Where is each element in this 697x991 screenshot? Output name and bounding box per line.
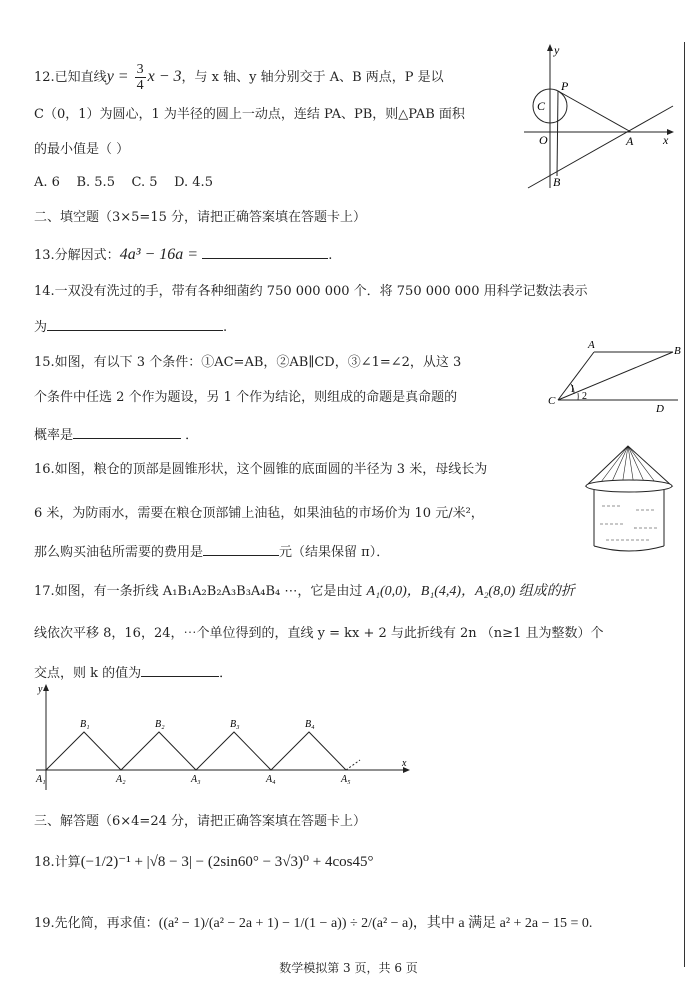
q17-line3: 交点，则 k 的值为 ． (34, 662, 232, 684)
q17-fig-label: B₂ (155, 719, 165, 730)
q15-fig-label: 2 (582, 391, 587, 402)
q17-line1: 17.如图，有一条折线 A₁B₁A₂B₂A₃B₃A₄B₄ ⋯，它是由过 A₁(0,0)，B₁(4,4)，A₂(8,0) 组成的折 (34, 584, 575, 599)
q17-fig-label: A₅ (341, 774, 351, 785)
q18: 18.计算(−1/2)⁻¹ + |√8 − 3| − (2sin60° − 3√3)⁰ + 4cos45° (34, 854, 374, 870)
q17-fig-label: A₃ (191, 774, 201, 785)
q12-option-c: C. 5 (131, 175, 158, 190)
q14-line1: 14.一双没有洗过的手，带有各种细菌约 750 000 000 个．将 750 000 000 用科学记数法表示 (34, 284, 588, 299)
q15-line1: 15.如图，有以下 3 个条件：①AC=AB，②AB∥CD，③∠1=∠2，从这 3 (34, 355, 462, 370)
q16-line1: 16.如图，粮仓的顶部是圆锥形状，这个圆锥的底面圆的半径为 3 米，母线长为 (34, 462, 488, 477)
q17-line2: 线依次平移 8，16，24，⋯个单位得到的，直线 y = kx + 2 与此折线有 2n （n≥1 且为整数）个 (34, 626, 604, 641)
q12-line2: C（0，1）为圆心，1 为半径的圆上一动点，连结 PA、PB，则△PAB 面积 (34, 107, 465, 122)
page-border-line (684, 42, 685, 967)
q16-line3: 那么购买油毡所需要的费用是 元（结果保留 π）． (34, 541, 389, 563)
q12-fig-label: P (561, 79, 569, 93)
q12-option-b: B. 5.5 (76, 175, 115, 190)
q17-fig-label: B₄ (305, 719, 315, 730)
q12-figure (518, 40, 678, 190)
q17-fig-label: A₂ (116, 774, 126, 785)
q15-line2: 个条件中任选 2 个作为题设，另 1 个作为结论，则组成的命题是真命题的 (34, 390, 458, 405)
section3-heading: 三、解答题（6×4=24 分，请把正确答案填在答题卡上） (34, 814, 367, 829)
section2-heading: 二、填空题（3×5=15 分，请把正确答案填在答题卡上） (34, 210, 367, 225)
q12-line1: 12.已知直线y = $\frac{3}{4}$ x − 3，与 x 轴、y 轴分别交于 A、B 两点，P 是以 (34, 62, 444, 93)
q15-fig-label: B (674, 345, 681, 357)
q15-answer-blank[interactable] (73, 424, 181, 439)
q17-fig-label: A₁ (36, 774, 46, 785)
q15-fig-label: C (548, 395, 556, 407)
q17-fig-label: B₃ (230, 719, 240, 730)
q17-answer-blank[interactable] (141, 662, 219, 677)
q12-fig-label: C (537, 99, 546, 113)
q12-option-a: A. 6 (34, 175, 60, 190)
q12-fig-label: y (554, 43, 560, 57)
q15-figure (538, 336, 684, 416)
q17-fig-label: B₁ (80, 719, 90, 730)
q17-figure-polyline (30, 682, 420, 792)
q14-line2: 为 . (34, 316, 227, 338)
q12-options (34, 173, 213, 193)
q12-option-d: D. 4.5 (174, 175, 213, 190)
q12-fraction: $\frac{3}{4}$ (136, 62, 144, 93)
q16-line2: 6 米，为防雨水，需要在粮仓顶部铺上油毡，如果油毡的市场价为 10 元/米²， (34, 506, 484, 521)
q12-fig-label: A (626, 134, 634, 148)
q15-fig-label: A (588, 339, 595, 351)
q16-figure-granary (580, 440, 680, 560)
q14-answer-blank[interactable] (47, 316, 223, 331)
q15-fig-label: 1 (570, 384, 575, 395)
q13-answer-blank[interactable] (202, 244, 328, 259)
q12-fig-label: B (553, 175, 561, 189)
q19: 19.先化简，再求值：((a² − 1)/(a² − 2a + 1) − 1/(1 − a)) ÷ 2/(a² − a)，其中 a 满足 a² + 2a − 15 = 0. (34, 916, 593, 931)
q17-fig-label: A₄ (266, 774, 276, 785)
q16-answer-blank[interactable] (203, 541, 279, 556)
q17-fig-label: x (402, 758, 407, 769)
q12-line3: 的最小值是（ ） (34, 142, 130, 157)
page-footer: 数学模拟第 3 页，共 6 页 (279, 961, 418, 975)
q15-line3: 概率是 ． (34, 424, 198, 446)
q15-fig-label: D (656, 403, 664, 415)
q13: 13.分解因式：4a³ − 16a = . (34, 246, 333, 263)
q12-fig-label: O (539, 133, 548, 147)
q17-fig-label: y (38, 684, 43, 695)
q12-fig-label: x (663, 133, 669, 147)
